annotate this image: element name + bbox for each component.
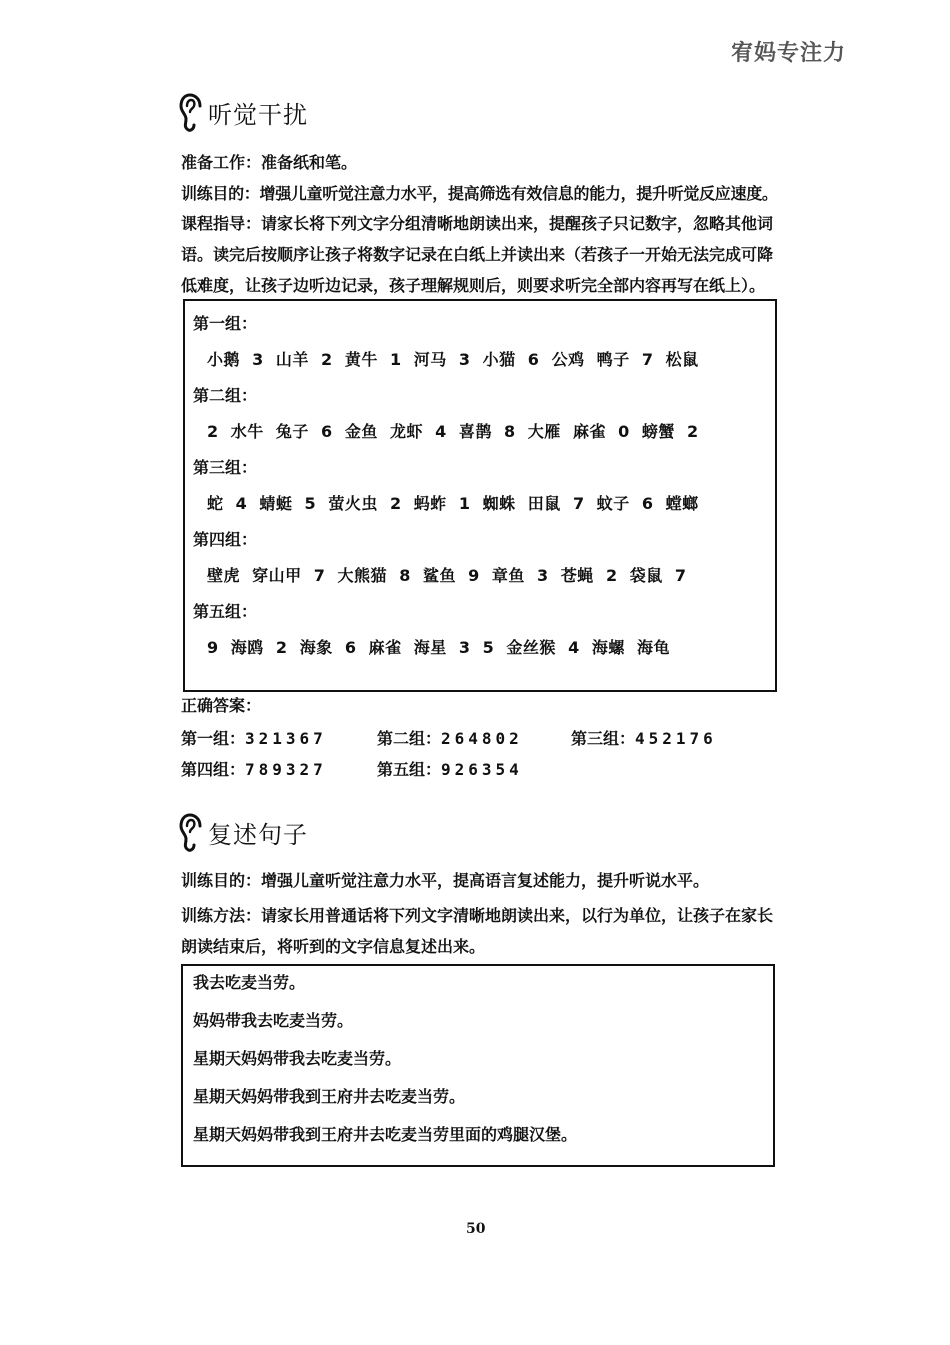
guide-line: 低难度，让孩子边听边记录，孩子理解规则后，则要求听完全部内容再写在纸上）。 bbox=[181, 276, 766, 295]
answer-label: 第一组： bbox=[181, 729, 246, 748]
goal-text: 训练目的：增强儿童听觉注意力水平，提高语言复述能力，提升听说水平。 bbox=[181, 871, 710, 890]
group-label: 第一组： bbox=[193, 314, 258, 333]
answer-label: 第五组： bbox=[377, 760, 442, 779]
prep-text: 准备工作：准备纸和笔。 bbox=[181, 153, 358, 172]
group-label: 第二组： bbox=[193, 386, 258, 405]
answer-label: 第二组： bbox=[377, 729, 442, 748]
answer-label: 第三组： bbox=[571, 729, 636, 748]
group-content: 小鹅 3 山羊 2 黄牛 1 河马 3 小猫 6 公鸡 鸭子 7 松鼠 bbox=[207, 350, 699, 369]
group-label: 第三组： bbox=[193, 458, 258, 477]
guide-text bbox=[181, 208, 801, 301]
guide-line: 语。读完后按顺序让孩子将数字记录在白纸上并读出来（若孩子一开始无法完成可降 bbox=[181, 245, 774, 264]
answer-group-3 bbox=[571, 726, 717, 749]
goal-text: 训练目的：增强儿童听觉注意力水平，提高筛选有效信息的能力，提升听觉反应速度。 bbox=[181, 184, 778, 203]
group-content: 蛇 4 蜻蜓 5 萤火虫 2 蚂蚱 1 蜘蛛 田鼠 7 蚊子 6 螳螂 bbox=[207, 494, 699, 513]
page-number: 50 bbox=[466, 1221, 486, 1237]
method-line: 朗读结束后，将听到的文字信息复述出来。 bbox=[181, 937, 486, 956]
book-title: 宥妈专注力 bbox=[730, 41, 846, 66]
section-heading-repeat-sentences bbox=[178, 812, 308, 852]
sentence: 星期天妈妈带我到王府井去吃麦当劳。 bbox=[193, 1087, 466, 1106]
answer-digits: 264802 bbox=[441, 729, 523, 748]
method-line: 训练方法：请家长用普通话将下列文字清晰地朗读出来，以行为单位，让孩子在家长 bbox=[181, 906, 774, 925]
sentence: 妈妈带我去吃麦当劳。 bbox=[193, 1011, 354, 1030]
answer-group-4 bbox=[181, 757, 327, 780]
group-label: 第五组： bbox=[193, 602, 258, 621]
section-heading-auditory-interference bbox=[178, 92, 308, 132]
ear-icon bbox=[178, 812, 206, 852]
answer-digits: 926354 bbox=[441, 760, 523, 779]
answers-title: 正确答案： bbox=[181, 696, 262, 715]
answer-group-5 bbox=[377, 757, 523, 780]
answer-digits: 789327 bbox=[245, 760, 327, 779]
answer-label: 第四组： bbox=[181, 760, 246, 779]
group-content: 2 水牛 兔子 6 金鱼 龙虾 4 喜鹊 8 大雁 麻雀 0 螃蟹 2 bbox=[207, 422, 699, 441]
sentence: 星期天妈妈带我到王府井去吃麦当劳里面的鸡腿汉堡。 bbox=[193, 1125, 578, 1144]
section-title: 听觉干扰 bbox=[208, 100, 308, 129]
sentence: 我去吃麦当劳。 bbox=[193, 973, 306, 992]
ear-icon bbox=[178, 92, 206, 132]
word-groups-box bbox=[183, 299, 777, 692]
sentence: 星期天妈妈带我去吃麦当劳。 bbox=[193, 1049, 402, 1068]
group-content: 壁虎 穿山甲 7 大熊猫 8 鲨鱼 9 章鱼 3 苍蝇 2 袋鼠 7 bbox=[207, 566, 687, 585]
method-text bbox=[181, 900, 801, 962]
answer-group-1 bbox=[181, 726, 327, 749]
group-label: 第四组： bbox=[193, 530, 258, 549]
group-content: 9 海鸥 2 海象 6 麻雀 海星 3 5 金丝猴 4 海螺 海龟 bbox=[207, 638, 670, 657]
guide-line: 课程指导：请家长将下列文字分组清晰地朗读出来，提醒孩子只记数字，忽略其他词 bbox=[181, 214, 774, 233]
answer-digits: 321367 bbox=[245, 729, 327, 748]
answer-group-2 bbox=[377, 726, 523, 749]
section-title: 复述句子 bbox=[208, 820, 308, 849]
sentences-box bbox=[181, 964, 775, 1167]
answer-digits: 452176 bbox=[635, 729, 717, 748]
